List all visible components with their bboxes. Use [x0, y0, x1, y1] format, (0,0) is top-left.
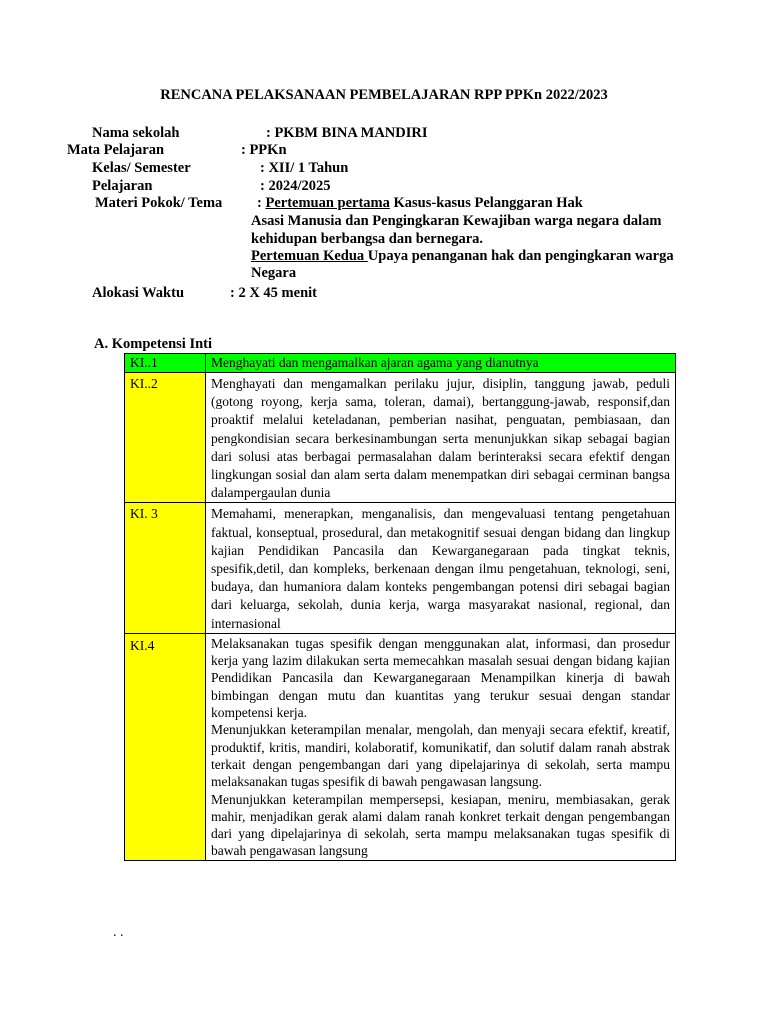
ki-code: KI..2: [125, 373, 206, 503]
kompetensi-inti-table: [124, 353, 676, 861]
time-label: Alokasi Waktu: [92, 285, 185, 301]
ki-code: KI.4: [125, 633, 206, 860]
ki4-paragraph-1: Melaksanakan tugas spesifik dengan menggunakan alat, informasi, dan prosedur kerja yang lazim dilakukan serta memecahkan masalah sesuai dengan bidang kajian Pendidikan Pancasila dan Kewarganegaraan Menampilkan kinerja di bawah bimbingan dengan mutu dan kuantitas yang terukur sesuai dengan standar kompetensi kerja.: [211, 635, 670, 721]
subject-value: : PPKn: [241, 142, 287, 158]
topic-line-2: Asasi Manusia dan Pengingkaran Kewajiban warga negara dalam: [251, 213, 662, 229]
subject-label: Mata Pelajaran: [67, 142, 165, 158]
table-row: [125, 354, 676, 373]
school-value: : PKBM BINA MANDIRI: [266, 125, 428, 141]
school-label: Nama sekolah: [92, 125, 180, 141]
topic-line-4-rest: Upaya penanganan hak dan pengingkaran warga: [367, 248, 674, 264]
topic-line-1: [257, 194, 583, 212]
ki-code: KI. 3: [125, 503, 206, 633]
ki4-paragraph-3: Menunjukkan keterampilan mempersepsi, kesiapan, meniru, membiasakan, gerak mahir, menjadikan gerak alami dalam ranah konkret terkait dengan pengembangan dari yang dipelajarinya di sekolah, serta mampu melaksanakan tugas spesifik di bawah pengawasan langsung: [211, 791, 670, 859]
document-title: RENCANA PELAKSANAAN PEMBELAJARAN RPP PPKn 2022/2023: [160, 87, 608, 103]
topic-label: Materi Pokok/ Tema: [95, 195, 223, 211]
topic-meeting-1: Pertemuan pertama: [265, 195, 390, 211]
trailing-dots: . .: [113, 925, 124, 940]
ki-code: KI..1: [125, 354, 206, 373]
table-row: [125, 633, 676, 860]
topic-line-1-rest: Kasus-kasus Pelanggaran Hak: [389, 195, 583, 211]
table-row: [125, 373, 676, 503]
ki4-paragraph-2: Menunjukkan keterampilan menalar, mengolah, dan menyaji secara efektif, kreatif, produktif, kritis, mandiri, kolaboratif, komunikatif, dan solutif dalam ranah abstrak terkait dengan pengembangan dari yang dipelajarinya di sekolah, serta mampu melaksanakan tugas spesifik di bawah pengawasan langsung.: [211, 722, 670, 790]
ki-description: Memahami, menerapkan, menganalisis, dan mengevaluasi tentang pengetahuan faktual, konseptual, prosedural, dan metakognitif sesuai dengan bidang dan lingkup kajian Pendidikan Pancasila dan Kewarganegaraan pada tingkat teknis, spesifik,detil, dan kompleks, berkenaan dengan ilmu pengetahuan, teknologi, seni, budaya, dan humaniora dalam konteks pengembangan potensi diri sebagai bagian dari keluarga, sekolah, dunia kerja, warga masyarakat nasional, regional, dan internasional: [206, 503, 676, 633]
topic-line-3: kehidupan berbangsa dan bernegara.: [251, 231, 484, 247]
topic-meeting-2: Pertemuan Kedua: [251, 248, 368, 264]
lesson-value: : 2024/2025: [260, 178, 331, 194]
topic-line-4: [251, 247, 674, 265]
ki-description: Menghayati dan mengamalkan ajaran agama yang dianutnya: [206, 354, 676, 373]
section-heading-kompetensi-inti: A. Kompetensi Inti: [94, 336, 213, 352]
time-value: : 2 X 45 menit: [230, 285, 317, 301]
topic-colon: :: [257, 195, 266, 211]
table-row: [125, 503, 676, 633]
lesson-label: Pelajaran: [92, 178, 153, 194]
ki-description: [206, 633, 676, 860]
ki-description: Menghayati dan mengamalkan perilaku jujur, disiplin, tanggung jawab, peduli (gotong royong, kerja sama, toleran, damai), bertanggung-jawab, responsif,dan proaktif melalui keteladanan, pemberian nasihat, penguatan, pembiasaan, dan pengkondisian secara berkesinambungan serta menunjukkan sikap sebagai bagian dari solusi atas berbagai permasalahan dalam berinteraksi secara efektif dengan lingkungan sosial dan alam serta dalam menempatkan diri sebagai cerminan bangsa dalampergaulan dunia: [206, 373, 676, 503]
topic-line-5: Negara: [251, 265, 297, 281]
class-label: Kelas/ Semester: [92, 160, 191, 176]
class-value: : XII/ 1 Tahun: [260, 160, 349, 176]
